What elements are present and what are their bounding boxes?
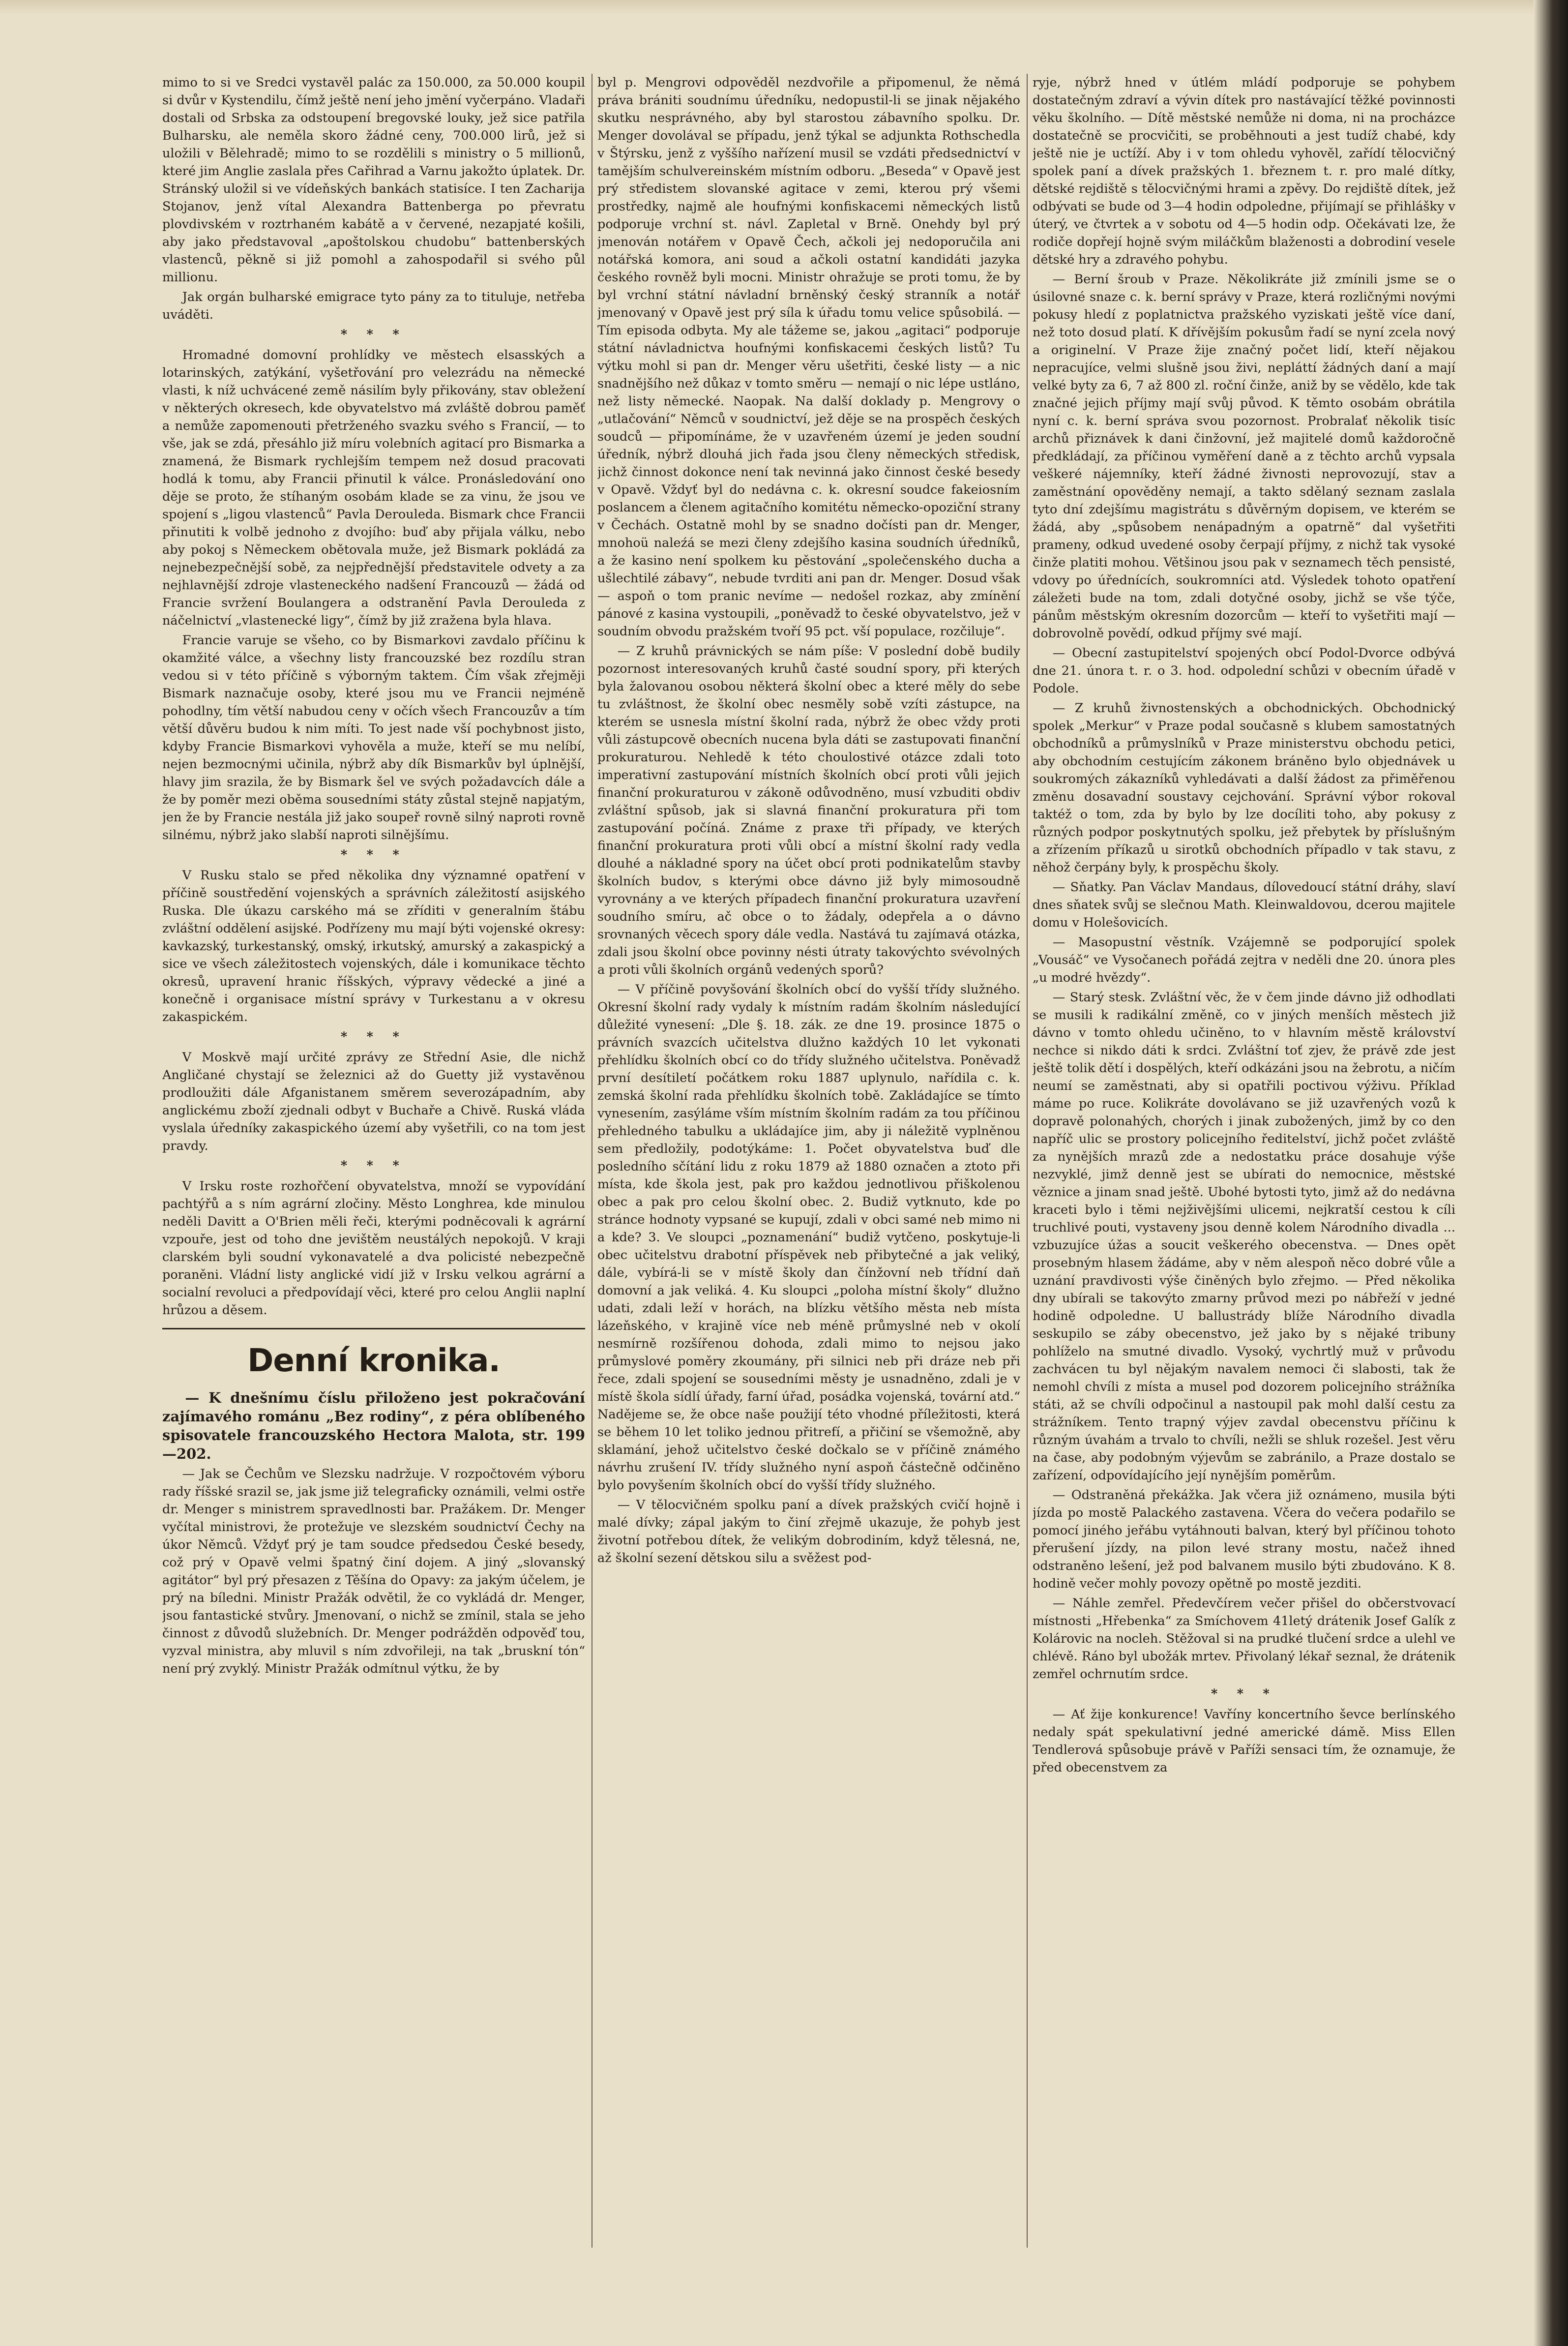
paragraph: — Masopustní věstník. Vzájemně se podporující spolek „Vousáč“ ve Vysočanech pořádá zejtra v neděli dne 20. února ples „u modré hvězdy“.: [1033, 935, 1455, 985]
paragraph: — Berní šroub v Praze. Několikráte již zmínili jsme se o úsilovné snaze c. k. berní správy v Praze, která rozličnými novými pokusy hledí z poplatnictva pražského vyziskati ještě více daní, než toto dosud platí. K dřívějším pokusům řadí se nyní zcela nový a originelní. V Praze žije značný počet lidí, kteří nějakou nepracujíce, velmi slušně jsou živi, nepláttí žádných daní a mají velké byty za 6, 7 až 800 zl. roční činže, aniž by se vědělo, kde tak značné jejich příjmy mají svůj původ. K těmto osobám obrátila nyní c. k. berní správa svou pozornost. Probralať několik tisíc archů přiznávek k dani činžovní, jež majitelé domů každoročně předkládají, za příčinou vyměření daně a z těchto archů vypsala veškeré nájemníky, kteří žádné živnosti neprovozují, stav a zaměstnání opověděny nemají, a takto sdělaný seznam zaslala tyto dní zdejšímu magistrátu s důvěrným dopisem, ve kterém se žádá, aby „spůsobem nenápadným a opatrně“ dal vyšetřiti prameny, odkud uvedené osoby čerpají příjmy, z nichž tak vysoké činže platiti mohou. Většinou jsou pak v seznamech těch pensisté, vdovy po úřednících, soukromníci atd. Výsledek tohoto opatření záležeti bude na tom, zdali dotyčné osoby, jichž se vše týče, pánům městským okresním dozorcům — kteří to vyšetřiti mají — dobrovolně povědí, odkud příjmy své mají.: [1033, 272, 1455, 641]
paragraph: — Obecní zastupitelství spojených obcí Podol-Dvorce odbývá dne 21. února t. r. o 3. hod. odpolední schůzi v obecním úřadě v Podole.: [1033, 646, 1455, 696]
paragraph: — Jak se Čechům ve Slezsku nadržuje. V rozpočtovém výboru rady říšské srazil se, jak jsme již telegraficky oznámili, velmi ostře dr. Menger s ministrem spravedlnosti bar. Pražákem. Dr. Menger vyčítal ministrovi, že protežuje ve slezském soudnictví Čechy na úkor Němců. Vždyť prý je tam soudce předsedou České besedy, což prý v Opavě velmi špatný činí dojem. A jiný „slovanský agitátor“ byl prý přesazen z Těšína do Opavy: za jakým účelem, je prý na bíledni. Ministr Pražák odvětil, že co vykládá dr. Menger, jsou fantastické stvůry. Jmenovaní, o nichž se zmínil, stala se jeho činnost z důvodů služebních. Dr. Menger podrážděn odpověď tou, vyzval ministra, aby mluvil s ním zdvořileji, na tak „bruskní tón“ není prý zvyklý. Ministr Pražák odmítnul výtku, že by: [162, 1467, 585, 1676]
paragraph: — Z kruhů živnostenských a obchodnických. Obchodnický spolek „Merkur“ v Praze podal současně s klubem samostatných obchodníků a průmyslníků v Praze ministerstvu obchodu petici, aby obchodním cestujícím zákonem bráněno bylo objednávek u soukromých zákazníků vyhledávati a další žádost za přiměřenou změnu dosavadní soustavy cejchování. Správní výbor rokoval taktéž o tom, zda by bylo by lze docíliti toho, aby pokusy z různých podpor poskytnutých spolku, jež přebytek by příslušným a zřízením příkazů u sirotků obchodních případlo v tak stavu, z něhož čerpány byly, k prospěchu školy.: [1033, 701, 1455, 875]
paragraph: V Irsku roste rozhořčení obyvatelstva, množí se vypovídání pachtýřů a s ním agrární zločiny. Město Longhrea, kde minulou neděli Davitt a O'Brien měli řeči, kterými podněcovali k agrární vzpouře, jest od toho dne jevištěm neustálých nepokojů. V kraji clarském byli soudní vykonavatelé a dva policisté nebezpečně poraněni. Vládní listy anglické vidí již v Irsku velkou agrární a socialní revoluci a předpovídají věci, které pro celou Anglii naplní hrůzou a děsem.: [162, 1179, 585, 1318]
paragraph: mimo to si ve Sredci vystavěl palác za 150.000, za 50.000 koupil si dvůr v Kystendilu, čímž ještě není jeho jmění vyčerpáno. Vladaři dostali od Srbska za odstoupení bregovské louky, jež sice patřila Bulharsku, ale neměla skoro žádné ceny, 700.000 lirů, jež si uložili v Bělehradě; mimo to se rozdělili s ministry o 5 millionů, které jim Anglie zaslala přes Cařihrad a Varnu jakožto úplatek. Dr. Stránský uložil si ve vídeňských bankách statisíce. I ten Zacharija Stojanov, jenž vítal Alexandra Battenberga po převratu plovdivském v roztrhaném kabátě a v červené, nezapjaté košili, aby jako představoval „apoštolskou chudobu“ battenberských vlastenců, pěkně si již pomohl a zahospodařil si svého půl millionu.: [162, 75, 585, 285]
column-1: [162, 74, 585, 2248]
paragraph: Francie varuje se všeho, co by Bismarkovi zavdalo příčinu k okamžité válce, a všechny listy francouzské bez rozdílu stran vedou si v této příčině s výborným taktem. Čím však zřejměji Bismark naznačuje osoby, které jsou mu ve Francii nejméně pohodlny, tím větší nabudou ceny v očích všech Francouzův a tím větší důvěru budou k nim míti. To jest nade vší pochybnost jisto, kdyby Francie Bismarkovi vyhověla a muže, kteří se mu nelíbí, nejen bezmocnými učinila, nýbrž aby dík Bismarkův byl úplnější, hlavy jim srazila, že by Bismark šel ve svých požadavcích dále a že by poměr mezi oběma sousedními státy zůstal stejně napjatým, jen že by Francie nestála již jako soupeř rovně silný naproti rovně silnému, nýbrž jako slabší naproti silnějšímu.: [162, 633, 585, 842]
paragraph: — Sňatky. Pan Václav Mandaus, dílovedoucí státní dráhy, slaví dnes sňatek svůj se slečnou Math. Kleinwaldovou, dcerou majitele domu v Holešovicích.: [1033, 880, 1455, 930]
page-binding-edge: [1534, 0, 1568, 2346]
newspaper-page: [162, 74, 1490, 2262]
paragraph: — Odstraněná překážka. Jak včera již oznámeno, musila býti jízda po mostě Palackého zastavena. Včera do večera podařilo se pomocí jiného jeřábu vytáhnouti balvan, který byl příčinou tohoto přerušení jízdy, na pilon levé strany mostu, načež ihned odstraněno lešení, jež pod balvanem musilo býti zbudováno. K 8. hodině večer mohly povozy opětně po mostě jezditi.: [1033, 1488, 1455, 1591]
paragraph: — Náhle zemřel. Předevčírem večer přišel do občerstvovací místnosti „Hřebenka“ za Smíchovem 41letý drátenik Josef Galík z Kolárovic na nocleh. Stěžoval si na prudké tlučení srdce a ulehl ve chlévě. Ráno byl ubožák mrtev. Přivolaný lékař seznal, že drátenik zemřel ochrnutím srdce.: [1033, 1596, 1455, 1682]
paragraph: ryje, nýbrž hned v útlém mládí podporuje se pohybem dostatečným zdraví a vývin dítek pro nastávající těžké povinnosti věku školního. — Dítě městské nemůže ni doma, ni na procházce dostatečně se procvičiti, se proběhnouti a jest tudíž chabé, kdy ještě nie je uctíží. Aby i v tom ohledu vyhověl, zařídí tělocvičný spolek paní a dívek pražských 1. březnem t. r. pro malé dítky, dětské rejdiště s tělocvičnými hrami a zpěvy. Do rejdiště dítek, jež odbývati se bude od 3—4 hodin odpoledne, přijímají se přihlášky v úterý, ve čtvrtek a v sobotu od 4—5 hodin odp. Očekávati lze, že rodiče dopřejí hojně svým miláčkům blaženosti a dobrodiní vesele dětské hry a zdravého pohybu.: [1033, 75, 1455, 267]
paragraph: — V příčině povyšování školních obcí do vyšší třídy služného. Okresní školní rady vydaly k místním radám školním následující důležité vynesení: „Dle §. 18. zák. ze dne 19. prosince 1875 o právních svazcích učitelstva dlužno každých 10 let vykonati přehlídku školních obcí co do třídy služného učitelstva. Poněvadž první desítiletí počátkem roku 1887 uplynulo, nařídila c. k. zemská školní rada přehlídku školních tobě. Zakládajíce se tímto vynesením, zasýláme vším místním školním radám za tou příčinou přehledného tabulku a ukládajíce jim, aby ji náležitě vyplněnou sem předložily, podotýkáme: 1. Počet obyvatelstva buď dle posledního sčítání lidu z roku 1879 až 1880 označen a ztoto při místa, kde škola jest, pak pro každou jednotlivou přiškolenou obec a pak pro celou školní obec. 2. Budiž vytknuto, kde po stránce hodnoty vypsané se kupují, zdali v obci samé neb mimo ni a kde? 3. Ve sloupci „poznamenání“ budiž vytčeno, poskytuje-li obec učitelstvu drabotní příspěvek neb přibytečné a jak veliký, dále, vybírá-li se v místě školy dan čínžovní neb třídní daň domovní a jak veliká. 4. Ku sloupci „poloha místní školy“ dlužno udati, zdali leží v horách, na blízku většího města neb místa lázeňského, v krajině více neb méně průmyslné neb v okolí nesmírně rozšířenou dohoda, zdali mimo to nejsou jako průmyslové poměry zkoumány, při silnici neb při dráze neb při řece, zdali spojení se sousedními městy je usnadněno, zdali je v místě škola sídlí úřady, farní úřad, posádka vojenská, tovární atd.“ Nadějeme se, že obce naše použijí této vhodné příležitosti, která se během 10 let toliko jednou přitrefí, a přičiní se všemožně, aby sklamání, jehož učitelstvo české dočkalo se v příčině známého návrhu zrušení IV. třídy služného nyní aspoň částečně odčiněno bylo povyšením školních obcí do vyšší třídy služného.: [597, 982, 1020, 1493]
page-top-shade: [0, 0, 1568, 15]
paragraph: — Z kruhů právnických se nám píše: V poslední době budily pozornost interesovaných kruhů časté soudní spory, při kterých byla žalovanou osobou některá školní obec a které měly do sebe tu zvláštnost, že školní obec nesměly sobě vzíti zástupce, na kterém se usnesla místní školní rada, nýbrž že obec vždy proti vůli zástupcově obecních nucena byla dáti se zastupovati finanční prokuraturou. Nehledě k této choulostivé otázce zdali toto imperativní zastupování místních školních obcí proti vůli jejich finanční prokuraturou v zákoně odůvodněno, musí vzbuditi obdiv zvláštní spůsob, jak si slavná finanční prokuratura při tom zastupování počíná. Známe z praxe tři případy, ve kterých finanční prokuratura proti vůli obcí a místní školní rady vedla dlouhé a nákladné spory na účet obcí proti podnikatelům stavby školních budov, s kterými obce dávno již byly mimosoudně vyrovnány a ve kterých případech finanční prokuratura uzavření soudního smíru, ač obce o to žádaly, odepřela a o dávno srovnaných věcech spory dále vedla. Nastává tu zajímavá otázka, zdali jsou školní obce povinny nésti útraty takovýchto svévolných a proti vůli školních orgánů vedených sporů?: [597, 644, 1020, 977]
lead-notice: — K dnešnímu číslu přiloženo jest pokračování zajímavého románu „Bez rodiny“, z péra oblíbeného spisovatele francouzského Hectora Malota, str. 199—202.: [162, 1389, 585, 1462]
section-divider: [162, 1328, 585, 1329]
column-rule: [1027, 74, 1028, 2248]
paragraph: — Starý stesk. Zvláštní věc, že v čem jinde dávno již odhodlati se musili k radikální změně, co v jiných menších městech již dávno v tomto ohledu učiněno, to v hlavním městě království nechce si nikdo dáti k srdci. Zvláštní toť zjev, že právě zde jest ještě tolik dětí i dospělých, kteří odkázáni jsou na žebrotu, a ničím neumí se zaměstnati, aby si opatřili poctivou výživu. Příklad máme po ruce. Kolikráte dovolávano se již uzavřených vozů k dopravě polonahých, chorých i jinak zubožených, jimž by co den napříč ulic se prostory policejního ředitelství, jichž počet zvláště za nynějších mrazů zde a nedostatku práce dosahuje výše nezvyklé, jimž denně jest se ubírati do nemocnice, městské věznice a jinam snad ještě. Ubohé bytosti tyto, jimž až do nedávna kraceti bylo i těmi nejživějšími ulicemi, nejkratší cestou k cíli truchlivé pouti, vystaveny jsou denně kolem Národního divadla ... vzbuzujíce úžas a soucit veškerého obecenstva. — Dnes opět prosebným hlasem žádáme, aby v něm alespoň něco dobré vůle a uznání pravdivosti výše činěných bylo zřejmo. — Před několika dny ubírali se takovýto zmarny průvod mezi po nábřeží v jedné hodině odpoledne. U ballustrády blíže Národního divadla seskupilo se záby obecenstvo, jež jako by s nějaké tribuny pohlíželo na smutné divadlo. Vysoký, vychrtlý muž v průvodu zachvácen tu byl nějakým navalem nemoci či slabosti, tak že nemohl chvíli z místa a musel pod dozorem policejního strážníka státi, až se chvíli odpočinul a nastoupil pak mohl další cestu za strážníkem. Tento trapný výjev zavdal obecenstvu příčinu k různým úvahám a trvalo to chvíli, nežli se shluk rozešel. Jest věru na čase, aby podobným výjevům se zabránilo, a Praze dostalo se zařízení, odpovídajícího její nynějším poměrům.: [1033, 990, 1455, 1483]
section-title: Denní kronika.: [247, 1343, 500, 1379]
paragraph: byl p. Mengrovi odpověděl nezdvořile a připomenul, že němá práva brániti soudnímu úředníku, nedopustil-li se jinak nějakého skutku nesprávného, aby byl starostou zábavního spolku. Dr. Menger dovolával se případu, jenž týkal se adjunkta Rothschedla v Štýrsku, jenž z vyššího nařízení musil se vzdáti předsednictví v tamějším schulvereinském místním odboru. „Beseda“ v Opavě jest prý středistem slovanské agitace v zemi, kterou prý všemi prostředky, najmě ale houfnými konfiskacemi německých listů podporuje vrchní st. návl. Zapletal v Brně. Onehdy byl prý jmenován notářem v Opavě Čech, ačkoli jej nedoporučila ani notářská komora, ani soud a ačkoli ostatní kandidáti jazyka českého rovněž byli mocni. Ministr ohražuje se proti tomu, že by byl vrchní státní návladní brněnský český stranník a notář jmenovaný v Opavě jest prý síla k úřadu tomu velice spůsobilá. — Tím episoda odbyta. My ale tážeme se, jakou „agitaci“ podporuje státní návladnictva houfnými konfiskacemi českých listů? Tu výtku mohl si pan dr. Menger věru ušetřiti, české listy — a nic snadnějšího než důkaz v tomto směru — nemají o nic lépe ustláno, než listy německé. Naopak. Na další doklady p. Mengrovy o „utlačování“ Němců v soudnictví, jež děje se na prospěch českých soudců — připomínáme, že v uzavřeném území je jeden soudní úředník, nýbrž dlouhá jich řada jsou členy německých středisk, jichž činnost dokonce není tak nevinná jako činnost české besedy v Opavě. Vždyť byl do nedávna c. k. okresní soudce fakeiosním poslancem a členem agitačního komitétu německo-opoziční strany v Čechách. Ostatně mohl by se snadno dočísti pan dr. Menger, mnohoü naleźá se mezi členy zdejšího kasina soudních úředníků, a že kasino není spolkem ku pěstování „společenského ducha a ušlechtilé zábavy“, nebude tvrditi ani pan dr. Menger. Dosud však — aspoň o tom pranic nevíme — nedošel rozkaz, aby zmínění pánové z kasina vystoupili, „poněvadž to české obyvatelstvo, jež v soudním obvodu pražském tvoří 95 pct. vší populace, rozčiluje“.: [597, 75, 1020, 639]
paragraph: — V tělocvičném spolku paní a dívek pražských cvičí hojně i malé dívky; zápal jakým to činí zřejmě ukazuje, že pohyb jest životní potřebou dítek, že velikým dobrodiním, když tělesná, ne, až školní sezení dětskou silu a svěžest pod-: [597, 1498, 1020, 1565]
paragraph: V Moskvě mají určité zprávy ze Střední Asie, dle nichž Angličané chystají se železnici až do Guetty již vystavěnou prodloužiti dále Afganistanem směrem severozápadním, aby anglickému zboží zjednali odbyt v Buchaře a Chivě. Ruská vláda vyslala úředníky zakaspického území aby vyšetřili, co na tom jest pravdy.: [162, 1050, 585, 1153]
column-2: [597, 74, 1020, 2248]
paragraph: — Ať žije konkurence! Vavříny koncertního ševce berlínského nedaly spát spekulativní jedné americké dámě. Miss Ellen Tendlerová spůsobuje právě v Paříži sensaci tím, že oznamuje, že před obecenstvem za: [1033, 1707, 1455, 1775]
stars-separator: * * *: [340, 327, 407, 342]
stars-separator: * * *: [1211, 1686, 1277, 1701]
column-3: [1033, 74, 1455, 2248]
paragraph: Hromadné domovní prohlídky ve městech elsasských a lotarinských, zatýkání, vyšetřování pro velezrádu na německé vlasti, k níž uchvácené země násilím byly přikovány, stav obležení v některých okresech, kde obyvatelstvo má zvláště dobrou paměť a nemůže zapomenouti přetrženého svazku svého s Francií, — to vše, jak se zdá, přesáhlo již míru volebních agitací pro Bismarka a znamená, že Bismark rychlejším tempem než dosud pracovati hodlá k tomu, aby Francii přinutil k válce. Pronásledování ono děje se proto, že stíhaným osobám klade se za vinu, že jsou ve spojení s „ligou vlastenců“ Pavla Derouleda. Bismark chce Francii přinutiti k volbě jednoho z dvojího: buď aby přijala válku, nebo aby pokoj s Německem obětovala muže, jež Bismark pokládá za nejnebezpečnější sobě, za nejpřednější představitele odvety a za nejhlavnější zdroje vlasteneckého nadšení Francouzů — žádá od Francie svržení Boulangera a odstranění Pavla Derouleda z náčelnictví „vlastenecké ligy“, čímž by již zražena byla hlava.: [162, 348, 585, 628]
stars-separator: * * *: [340, 847, 407, 862]
stars-separator: * * *: [340, 1029, 407, 1044]
stars-separator: * * *: [340, 1158, 407, 1173]
paragraph: Jak orgán bulharské emigrace tyto pány za to tituluje, netřeba uváděti.: [162, 290, 585, 322]
paragraph: V Rusku stalo se před několika dny významné opatření v příčině soustředění vojenských a správních záležitostí asijského Ruska. Dle úkazu carského má se zříditi v generalním štábu zvláštní oddělení asijské. Podřízeny mu mají býti vojenské okresy: kavkazský, turkestanský, omský, irkutský, amurský a zakaspický a sice ve všech záležitostech vojenských, dále i komunikace těchto okresů, upravení hranic říšských, výpravy vědecké a jiné a konečně i organisace místní správy v Turkestanu a v okresu zakaspickém.: [162, 868, 585, 1024]
